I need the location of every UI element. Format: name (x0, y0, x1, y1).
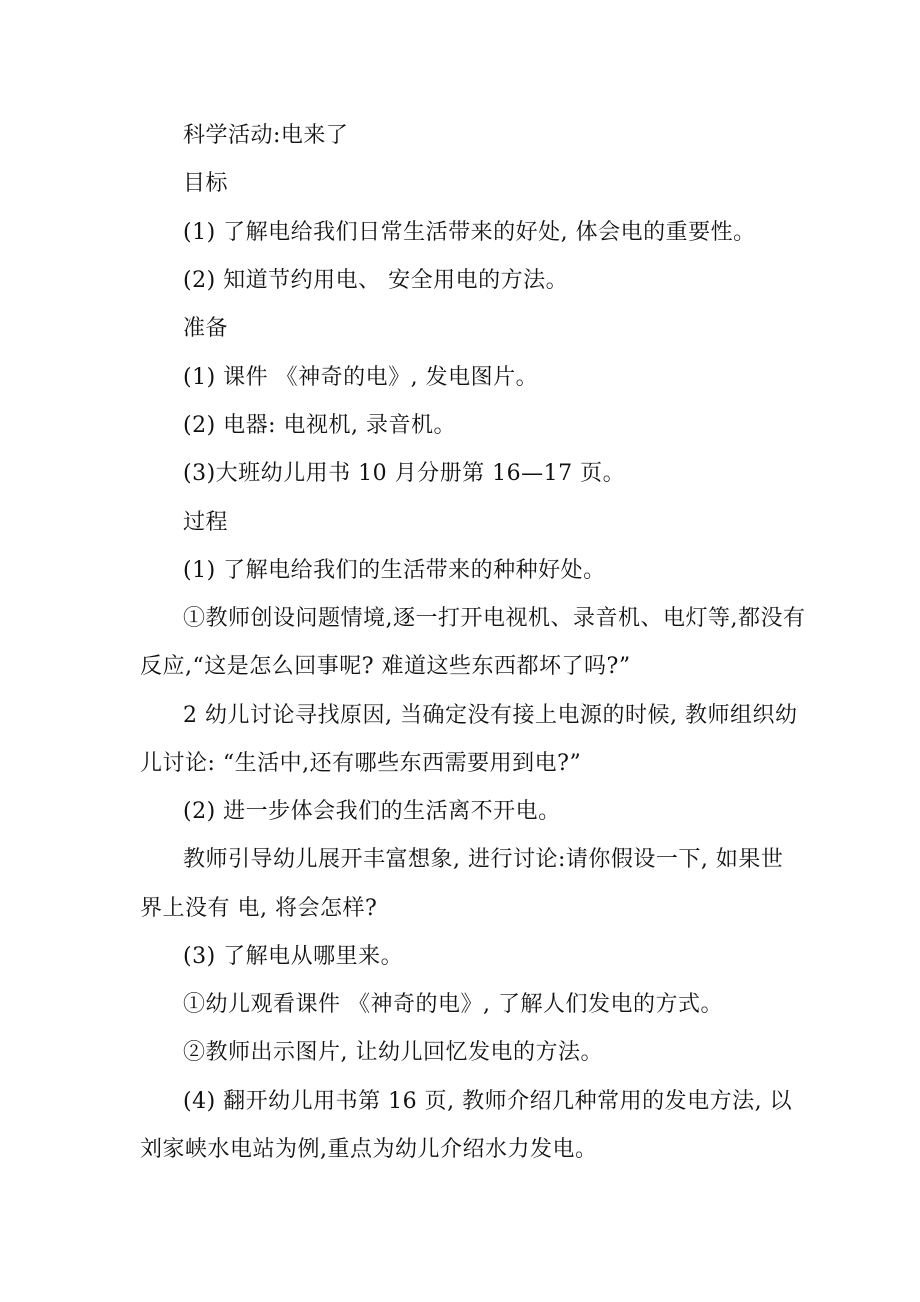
goal-item: (1) 了解电给我们日常生活带来的好处, 体会电的重要性。 (183, 220, 756, 245)
paragraph-line: 教师引导幼儿展开丰富想象, 进行讨论:请你假设一下, 如果世 (183, 847, 784, 872)
paragraph-line: 界上没有 电, 将会怎样? (140, 896, 378, 921)
section-heading-prep: 准备 (183, 316, 229, 341)
paragraph-line: 刘家峡水电站为例,重点为幼儿介绍水力发电。 (140, 1137, 598, 1162)
section-heading-process: 过程 (183, 510, 229, 535)
process-step-title: (1) 了解电给我们的生活带来的种种好处。 (183, 558, 606, 583)
prep-item: (2) 电器: 电视机, 录音机。 (183, 413, 457, 438)
process-step-item: ②教师出示图片, 让幼儿回忆发电的方法。 (183, 1040, 603, 1065)
section-heading-goal: 目标 (183, 171, 229, 196)
process-step-title: (3) 了解电从哪里来。 (183, 944, 404, 969)
goal-item: (2) 知道节约用电、 安全用电的方法。 (183, 268, 569, 293)
prep-item: (1) 课件 《神奇的电》, 发电图片。 (183, 365, 539, 390)
paragraph-line: 儿讨论: “生活中,还有哪些东西需要用到电?” (140, 751, 582, 776)
process-step-title: (2) 进一步体会我们的生活离不开电。 (183, 799, 561, 824)
paragraph-line: 2 幼儿讨论寻找原因, 当确定没有接上电源的时候, 教师组织幼 (183, 703, 798, 728)
paragraph-line: ①教师创设问题情境,逐一打开电视机、录音机、电灯等,都没有 (183, 606, 806, 631)
prep-item: (3)大班幼儿用书 10 月分册第 16—17 页。 (183, 461, 626, 486)
document-title: 科学活动:电来了 (183, 123, 349, 148)
process-step-item: ①幼儿观看课件 《神奇的电》, 了解人们发电的方式。 (183, 992, 723, 1017)
paragraph-line: (4) 翻开幼儿用书第 16 页, 教师介绍几种常用的发电方法, 以 (183, 1089, 793, 1114)
paragraph-line: 反应,“这是怎么回事呢? 难道这些东西都坏了吗?” (140, 654, 631, 679)
